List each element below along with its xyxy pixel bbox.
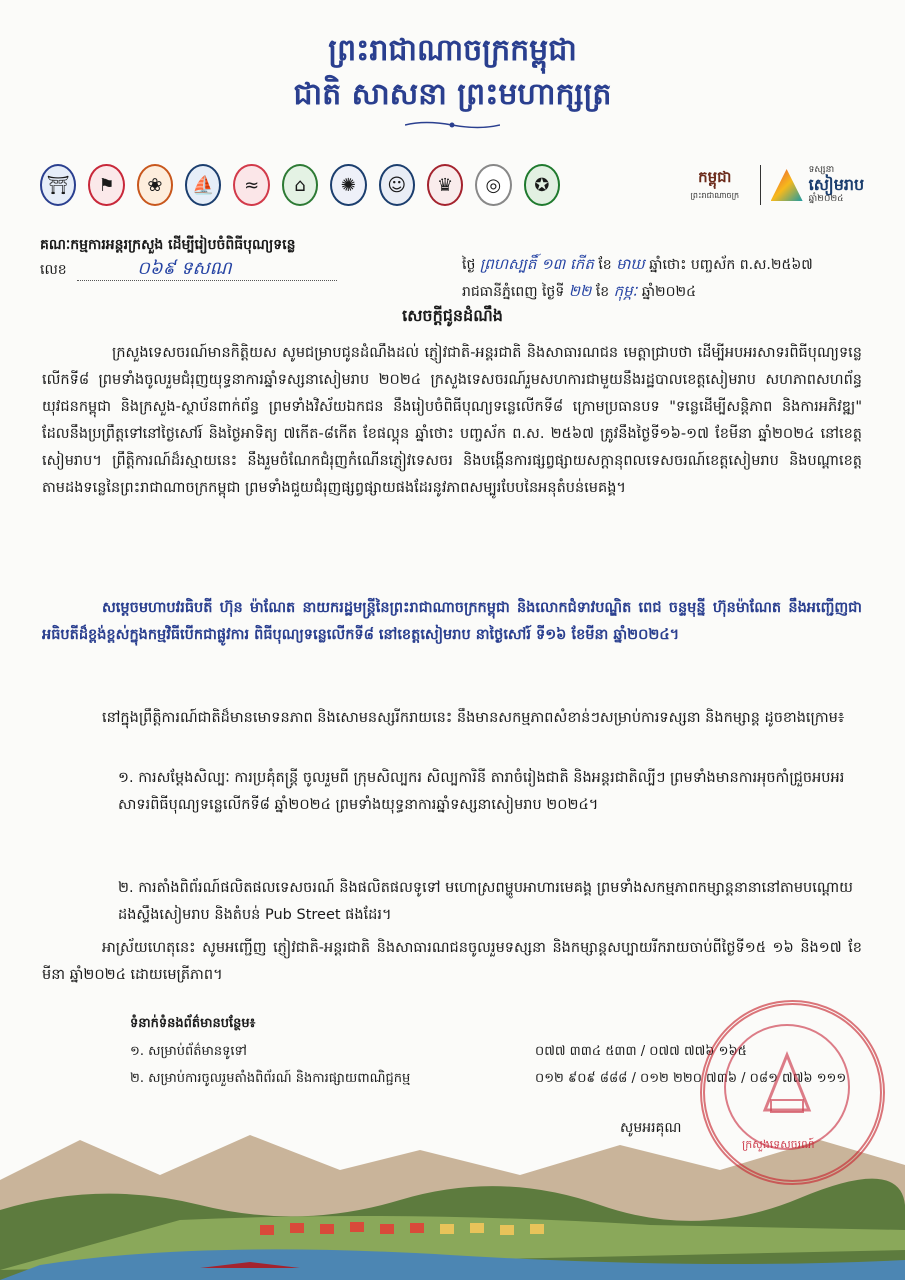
stamp-text: ក្រសួងទេសចរណ៍ bbox=[742, 1138, 815, 1151]
national-motto: ជាតិ សាសនា ព្រះមហាក្សត្រ bbox=[293, 77, 612, 112]
cambodia-brand-text: កម្ពុជា bbox=[698, 168, 732, 186]
lunar-month-label: ខែ bbox=[598, 257, 612, 273]
boat-icon: ⛵ bbox=[185, 164, 221, 206]
document-title: សេចក្តីជូនដំណឹង bbox=[402, 306, 503, 325]
ref-handwritten: ០៦៩ ទសណ bbox=[137, 258, 232, 279]
paragraph-activities: នៅក្នុងព្រឹត្តិការណ៍ជាតិដ៏មានមោទនភាព និងសោមនស្សរីករាយនេះ នឹងមានសកម្មភាពសំខាន់ៗសម្រាប់ការទស្សនា និងកម្សាន្ត ដូចខាងក្រោម៖ bbox=[102, 710, 845, 726]
temple-mark-icon bbox=[771, 169, 803, 201]
emblem-icon: ⛩ bbox=[40, 164, 76, 206]
lunar-day-handwritten: ព្រហស្បតិ៍ ១៣ កើត bbox=[479, 255, 594, 273]
temple-icon: ⌂ bbox=[282, 164, 318, 206]
paragraph-invitation: អាស្រ័យហេតុនេះ សូមអញ្ជើញ ភ្ញៀវជាតិ-អន្តរជាតិ និងសាធារណជនចូលរួមទស្សនា និងកម្សាន្តសប្បាយរីករាយចាប់ពីថ្ងៃទី១៥ ១៦ និង១៧ ខែមីនា ឆ្នាំ២០២៤ ដោយមេត្រីភាព។ bbox=[42, 940, 862, 983]
solar-year: ឆ្នាំ២០២៤ bbox=[641, 284, 697, 300]
kingdom-title: ព្រះរាជាណាចក្រកម្ពុជា bbox=[328, 33, 577, 68]
lunar-prefix: ថ្ងៃ bbox=[462, 257, 476, 273]
committee-name: គណៈកម្មការអន្តរក្រសួង ដើម្បីរៀបចំពិធីបុណ្យទន្លេ bbox=[40, 237, 296, 253]
cambodia-brand-sub: ព្រះរាជាណាចក្រ bbox=[690, 191, 740, 200]
contact-exhibition-numbers: ០១២ ៩០៩ ៨៨៨ / ០១២ ២២០ ៧៣៦ / ០៨១ ៧៧៦ ១១១ bbox=[535, 1071, 847, 1086]
lunar-suffix: ឆ្នាំថោះ បញ្ចស័ក ព.ស.២៥៦៧ bbox=[649, 257, 813, 273]
list-item: ១. ការសម្តែងសិល្បៈ ការប្រគុំតន្ត្រី ចូលរួមពី ក្រុមសិល្បករ សិល្បការិនី តារាចំរៀងជាតិ និងអន្តរជាតិល្បីៗ ព្រមទាំងមានការអុចកាំជ្រួចអបអរសាទរពិធីបុណ្យទន្លេលើកទី៨ ឆ្នាំ២០២៤ ព្រមទាំងយុទ្ធនាការឆ្នាំទស្សនាសៀមរាប ២០២៤។ bbox=[118, 770, 845, 813]
cambodia-brand-logo bbox=[680, 165, 750, 205]
official-seal-stamp bbox=[700, 1000, 885, 1185]
siem-reap-label: សៀមរាប bbox=[808, 175, 865, 194]
contact-general-numbers: ០៧៧ ៣៣៤ ៥៣៣ / ០៧៧ ៧៧៦ ១៦៥ bbox=[535, 1044, 747, 1059]
wave-icon: ≈ bbox=[233, 164, 269, 206]
solar-month-handwritten: កុម្ភៈ bbox=[613, 282, 638, 300]
solar-month-label: ខែ bbox=[595, 284, 610, 300]
contact-exhibition-label: ២. សម្រាប់ការចូលរួមតាំងពិព័រណ៍ និងការផ្សាយពាណិជ្ជកម្ម bbox=[130, 1071, 411, 1086]
solar-day-handwritten: ២២ bbox=[568, 282, 592, 300]
contacts-heading: ទំនាក់ទំនងព័ត៌មានបន្ថែម៖ bbox=[130, 1016, 256, 1031]
logo-separator bbox=[760, 165, 761, 205]
lunar-date bbox=[462, 255, 813, 277]
reference-number bbox=[40, 260, 337, 281]
lunar-month-handwritten: មាឃ bbox=[616, 255, 645, 273]
portrait-icon: ☺ bbox=[379, 164, 415, 206]
lotus-icon: ❀ bbox=[137, 164, 173, 206]
list-item: ២. ការតាំងពិព័រណ៍ផលិតផលទេសចរណ៍ និងផលិតផលទូទៅ មហោស្រពម្ហូបអាហារមេគង្គ ព្រមទាំងសកម្មភាពកម្សាន្តនានានៅតាមបណ្តោយដងស្ទឹងសៀមរាប និងតំបន់ Pub Street ផងដែរ។ bbox=[118, 880, 853, 923]
ornament-divider bbox=[405, 120, 500, 130]
paragraph-intro: ក្រសួងទេសចរណ៍មានកិត្តិយស សូមជម្រាបជូនដំណឹងដល់ ភ្ញៀវជាតិ-អន្តរជាតិ និងសាធារណជន មេត្តាជ្រាបថា ដើម្បីអបអរសាទរពិធីបុណ្យទន្លេលើកទី៨ ព្រមទាំងចូលរួមជំរុញយុទ្ធនាការឆ្នាំទស្សនាសៀមរាប ២០២៤ ក្រសួងទេសចរណ៍រួមសហការជាមួយនឹងរដ្ឋបាលខេត្តសៀមរាប សហភាពសហព័ន្ធយុវជនកម្ពុជា និងក្រសួង-ស្ថាប័នពាក់ព័ន្ធ ព្រមទាំងវិស័យឯកជន នឹងរៀបចំពិធីបុណ្យទន្លេលើកទី៨ ក្រោមប្រធានបទ "ទន្លេដើម្បីសន្តិភាព និងការអភិវឌ្ឍ" ដែលនឹងប្រព្រឹត្តទៅនៅថ្ងៃសៅរ៍ និងថ្ងៃអាទិត្យ ៧កើត-៨កើត ខែផល្គុន ឆ្នាំថោះ បញ្ចស័ក ព.ស. ២៥៦៧ ត្រូវនឹងថ្ងៃទី១៦-១៧ ខែមីនា ឆ្នាំ២០២៤ នៅខេត្តសៀមរាប។ ព្រឹត្តិការណ៍ដ៏រស្មាយនេះ នឹងរួមចំណែកជំរុញកំណើនភ្ញៀវទេសចរ និងបង្កើនការផ្សព្វផ្សាយសក្តានុពលទេសចរណ៍ខេត្តសៀមរាប និងបណ្តាខេត្តតាមដងទន្លេនៃព្រះរាជាណាចក្រកម្ពុជា ព្រមទាំងជួយជំរុញផ្សព្វផ្សាយផងដែរនូវភាពសម្បូរបែបនៃអនុតំបន់មេគង្គ។ bbox=[42, 345, 862, 496]
visit-siem-reap-logo bbox=[771, 163, 880, 207]
flag-icon: ⚑ bbox=[88, 164, 124, 206]
seal-icon: ✺ bbox=[330, 164, 366, 206]
tourism-logos bbox=[680, 160, 880, 210]
year-label: ឆ្នាំ២០២៤ bbox=[808, 194, 844, 204]
ref-label: លេខ bbox=[40, 262, 67, 278]
solar-date bbox=[462, 282, 696, 304]
paragraph-presiding: សម្តេចមហាបវរធិបតី ហ៊ុន ម៉ាណែត នាយករដ្ឋមន្ត្រីនៃព្រះរាជាណាចក្រកម្ពុជា និងលោកជំទាវបណ្ឌិត ពេជ ចន្ទមុន្នី ហ៊ុនម៉ាណែត នឹងអញ្ជើញជាអធិបតីដ៏ខ្ពង់ខ្ពស់ក្នុងកម្មវិធីបើកជាផ្លូវការ ពិធីបុណ្យទន្លេលើកទី៨ នៅខេត្តសៀមរាប នាថ្ងៃសៅរ៍ ទី១៦ ខែមីនា ឆ្នាំ២០២៤។ bbox=[42, 600, 862, 643]
apsara-icon: ♛ bbox=[427, 164, 463, 206]
partner-logos bbox=[40, 160, 560, 210]
crest-icon: ✪ bbox=[524, 164, 560, 206]
ref-line bbox=[77, 258, 337, 281]
contact-general-label: ១. សម្រាប់ព័ត៌មានទូទៅ bbox=[130, 1044, 247, 1059]
solar-prefix: រាជធានីភ្នំពេញ ថ្ងៃទី bbox=[462, 284, 565, 300]
olympic-icon: ◎ bbox=[475, 164, 511, 206]
closing-thanks: សូមអរគុណ bbox=[620, 1120, 682, 1136]
visit-label: ទស្សនា bbox=[808, 165, 835, 175]
